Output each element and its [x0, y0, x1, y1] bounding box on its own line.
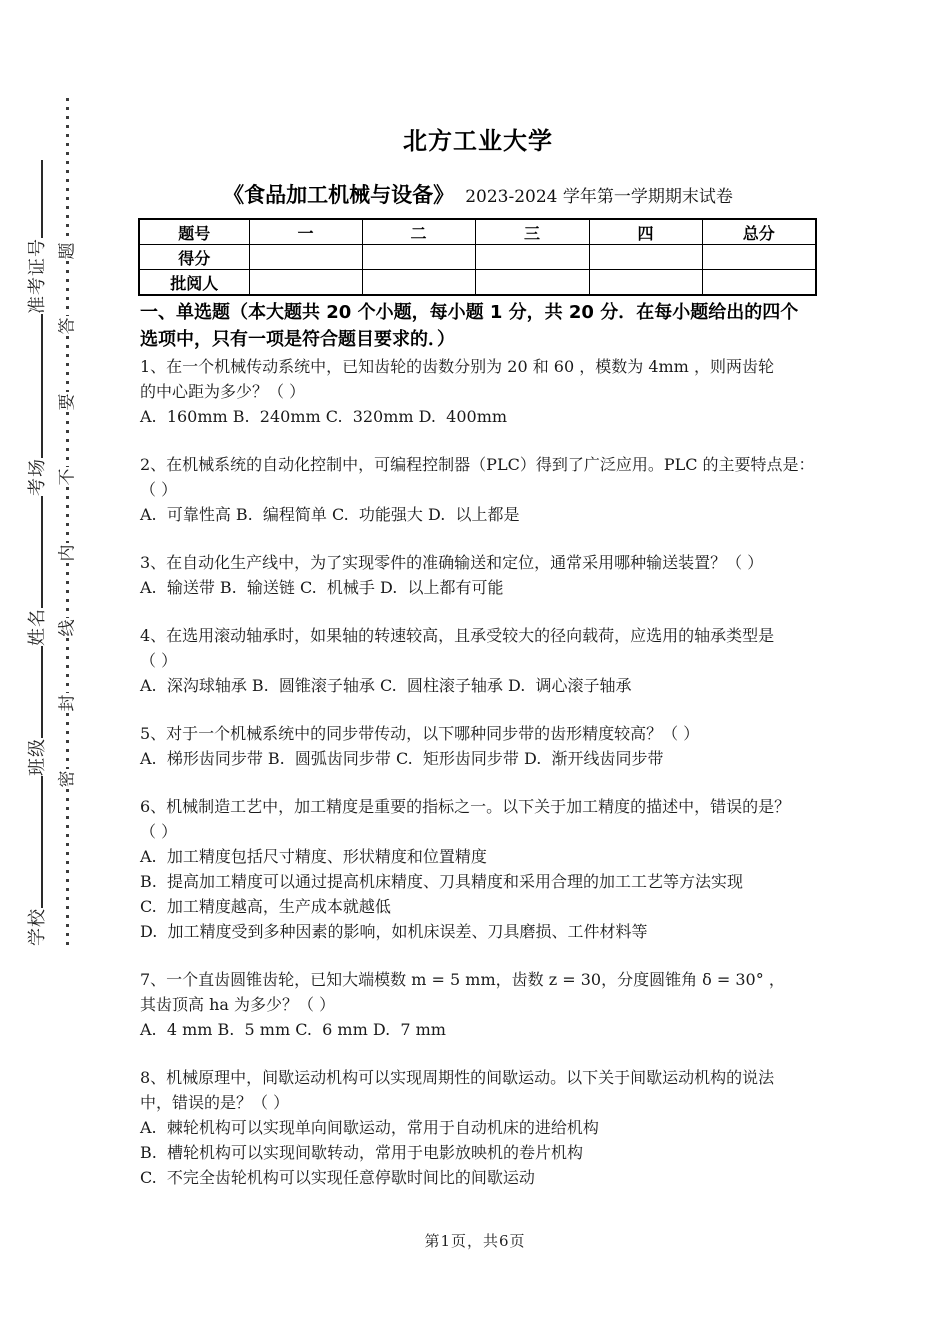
question-line: A. 棘轮机构可以实现单向间歇运动，常用于自动机床的进给机构 — [140, 1118, 599, 1137]
questions — [140, 354, 845, 1213]
section-heading-line: 选项中，只有一项是符合题目要求的．） — [140, 329, 455, 350]
seal-char: 不 — [57, 468, 77, 486]
question-line: A. 加工精度包括尺寸精度、形状精度和位置精度 — [140, 847, 487, 866]
section-heading-line: 一、单选题（本大题共 20 个小题，每小题 1 分，共 20 分．在每小题给出的四个 — [140, 302, 799, 323]
seal-char: 线 — [57, 619, 77, 637]
question-line: 2、在机械系统的自动化控制中，可编程控制器（PLC）得到了广泛应用。PLC 的主要特点是： — [140, 455, 815, 474]
university-title: 北方工业大学 — [403, 127, 553, 155]
score-cell-empty — [702, 245, 816, 270]
question-4 — [140, 623, 845, 698]
seal-char: 答 — [57, 317, 77, 335]
score-cell-empty — [362, 270, 475, 296]
question-line: 4、在选用滚动轴承时，如果轴的转速较高，且承受较大的径向载荷，应选用的轴承类型是 — [140, 626, 775, 645]
seal-dots — [66, 336, 69, 391]
question-line: A. 输送带 B. 输送链 C. 机械手 D. 以上都有可能 — [140, 578, 504, 597]
student-field-label: 准考证号 — [27, 238, 48, 314]
question-line: 的中心距为多少？（ ） — [140, 382, 306, 401]
exam-session-info: 2023-2024 学年第一学期期末试卷 — [465, 187, 733, 207]
question-line: B. 槽轮机构可以实现间歇转动，常用于电影放映机的卷片机构 — [140, 1143, 584, 1162]
student-field-blank — [41, 160, 43, 238]
question-line: A. 梯形齿同步带 B. 圆弧齿同步带 C. 矩形齿同步带 D. 渐开线齿同步带 — [140, 749, 664, 768]
question-8 — [140, 1065, 845, 1190]
question-line: C. 不完全齿轮机构可以实现任意停歇时间比的间歇运动 — [140, 1168, 535, 1187]
score-header-cell: 题号 — [139, 219, 249, 245]
seal-dots — [66, 98, 69, 241]
score-cell-empty — [475, 245, 589, 270]
question-line: （ ） — [140, 651, 178, 670]
question-line: 3、在自动化生产线中，为了实现零件的准确输送和定位，通常采用哪种输送装置？（ ） — [140, 553, 764, 572]
question-line: 8、机械原理中，间歇运动机构可以实现周期性的间歇运动。以下关于间歇运动机构的说法 — [140, 1068, 775, 1087]
student-field-blank — [41, 496, 43, 608]
score-cell-empty — [249, 270, 362, 296]
reviewer-row — [139, 270, 816, 296]
seal-dots — [66, 563, 69, 618]
score-cell-empty — [362, 245, 475, 270]
student-field-label: 姓名 — [27, 608, 48, 646]
score-header-cell: 二 — [362, 219, 475, 245]
question-5 — [140, 721, 845, 771]
question-line: 7、一个直齿圆锥齿轮，已知大端模数 m = 5 mm，齿数 z = 30，分度圆锥角 δ = 30° ， — [140, 970, 785, 989]
seal-dots — [66, 638, 69, 693]
score-table-header-row — [139, 219, 816, 245]
seal-char: 密 — [57, 770, 77, 788]
question-line: （ ） — [140, 480, 178, 499]
student-field-label: 班级 — [27, 738, 48, 776]
score-header-cell: 一 — [249, 219, 362, 245]
seal-char: 题 — [57, 242, 77, 260]
question-7 — [140, 967, 845, 1042]
seal-line — [56, 98, 78, 946]
score-cell-empty — [589, 245, 702, 270]
question-line: A. 4 mm B. 5 mm C. 6 mm D. 7 mm — [140, 1020, 446, 1039]
student-field-label: 学校 — [27, 908, 48, 946]
question-1 — [140, 354, 845, 429]
question-line: D. 加工精度受到多种因素的影响，如机床误差、刀具磨损、工件材料等 — [140, 922, 648, 941]
question-line: B. 提高加工精度可以通过提高机床精度、刀具精度和采用合理的加工工艺等方法实现 — [140, 872, 744, 891]
question-line: C. 加工精度越高，生产成本就越低 — [140, 897, 391, 916]
score-header-cell: 总分 — [702, 219, 816, 245]
question-line: （ ） — [140, 822, 178, 841]
section-one-heading — [140, 299, 840, 353]
score-row-label: 批阅人 — [139, 270, 249, 296]
question-line: 6、机械制造工艺中，加工精度是重要的指标之一。以下关于加工精度的描述中，错误的是？ — [140, 797, 791, 816]
student-field-label: 考场 — [27, 458, 48, 496]
question-2 — [140, 452, 845, 527]
score-cell-empty — [475, 270, 589, 296]
score-row-label: 得分 — [139, 245, 249, 270]
seal-char: 封 — [57, 694, 77, 712]
question-line: 中，错误的是？（ ） — [140, 1093, 290, 1112]
student-info-fields — [23, 84, 49, 946]
score-cell-empty — [702, 270, 816, 296]
student-field-blank — [41, 646, 43, 738]
question-3 — [140, 550, 845, 600]
question-line: A. 可靠性高 B. 编程简单 C. 功能强大 D. 以上都是 — [140, 505, 520, 524]
exam-subtitle — [140, 179, 816, 209]
seal-dots — [66, 713, 69, 768]
score-header-cell: 四 — [589, 219, 702, 245]
course-title: 《食品加工机械与设备》 — [223, 183, 455, 207]
seal-dots — [66, 789, 69, 946]
seal-dots — [66, 487, 69, 542]
seal-dots — [66, 412, 69, 467]
seal-char: 要 — [57, 393, 77, 411]
question-line: A. 深沟球轴承 B. 圆锥滚子轴承 C. 圆柱滚子轴承 D. 调心滚子轴承 — [140, 676, 632, 695]
question-6 — [140, 794, 845, 944]
seal-dots — [66, 261, 69, 316]
score-cell-empty — [249, 245, 362, 270]
question-line: 1、在一个机械传动系统中，已知齿轮的齿数分别为 20 和 60 ，模数为 4mm ，则两齿轮 — [140, 357, 774, 376]
score-table — [138, 218, 817, 296]
question-line: 其齿顶高 ha 为多少？（ ） — [140, 995, 336, 1014]
student-field-blank — [41, 314, 43, 458]
page-number-footer: 第1页，共6页 — [424, 1232, 526, 1250]
question-line: A. 160mm B. 240mm C. 320mm D. 400mm — [140, 407, 508, 426]
question-line: 5、对于一个机械系统中的同步带传动，以下哪种同步带的齿形精度较高？（ ） — [140, 724, 700, 743]
score-row — [139, 245, 816, 270]
score-cell-empty — [589, 270, 702, 296]
seal-char: 内 — [57, 544, 77, 562]
student-field-blank — [41, 776, 43, 908]
score-header-cell: 三 — [475, 219, 589, 245]
